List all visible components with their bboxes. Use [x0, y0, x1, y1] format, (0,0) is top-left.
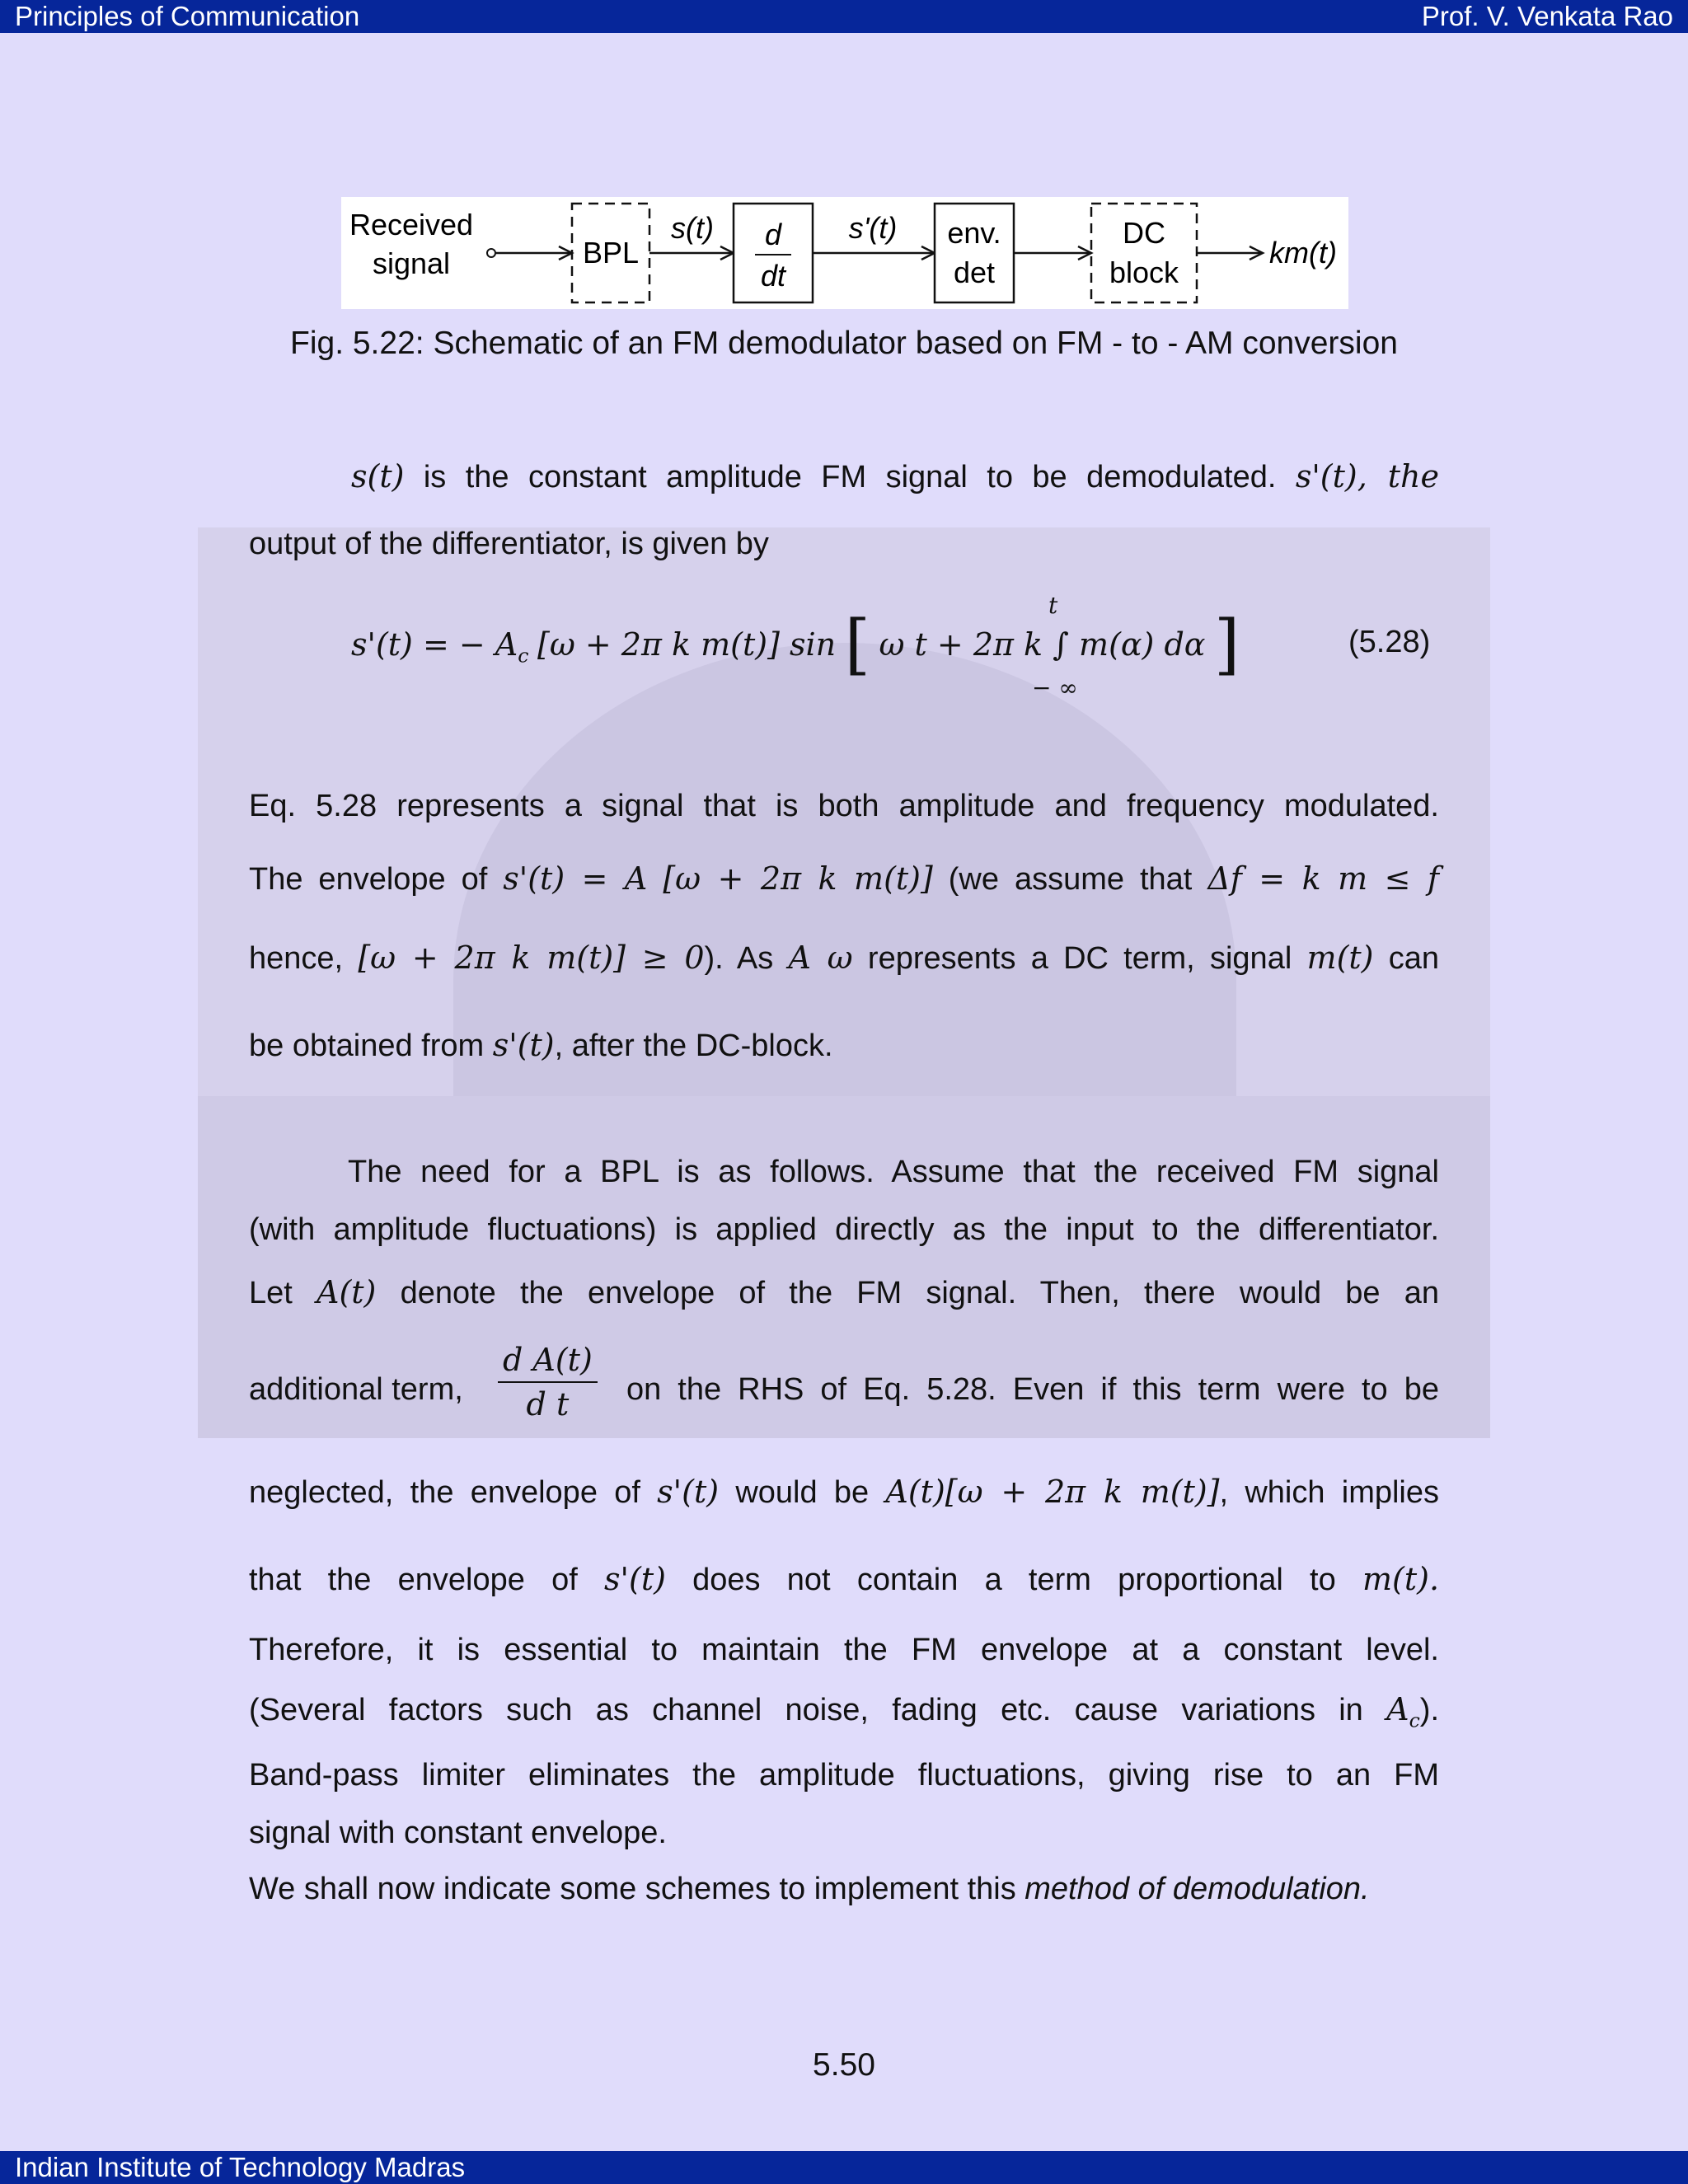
- math-envelope: s'(t) = A: [503, 860, 648, 897]
- para3-line11: [249, 1869, 1439, 1909]
- institution-name: Indian Institute of Technology Madras: [15, 2152, 466, 2182]
- para3-text-10: We shall now indicate some schemes to implement this: [249, 1872, 1016, 1906]
- para1-line1: [351, 457, 1439, 497]
- eq-argument: ω t + 2π k ∫ m(α) dα: [879, 626, 1206, 663]
- para2-text-5: represents a DC term, signal: [867, 941, 1292, 976]
- para2-line3: [249, 938, 1439, 978]
- footer-bar: [0, 2151, 1688, 2184]
- input-label-line1: Received: [349, 208, 474, 241]
- math-s-prime-t-3: s'(t): [657, 1474, 720, 1510]
- diff-numerator: d: [764, 218, 782, 251]
- page-number: 5.50: [813, 2047, 875, 2083]
- math-s-t: s(t): [351, 458, 405, 494]
- output-label: km(t): [1269, 236, 1337, 269]
- fraction-numerator: d A(t): [498, 1342, 598, 1383]
- course-title: Principles of Communication: [15, 1, 360, 31]
- para2-text-7: be obtained from: [249, 1029, 485, 1063]
- math-nonnegative: [ω + 2π k m(t)] ≥ 0: [358, 940, 705, 976]
- math-m-t-2: m(t).: [1362, 1561, 1440, 1597]
- math-a-c-t: A(t): [316, 1274, 377, 1310]
- para3-line3: [249, 1272, 1439, 1313]
- para3-line8: (Several factors such as channel noise, fading etc. cause variations in $A_c$).: [249, 1691, 1440, 1732]
- math-a-c: A: [1386, 1691, 1409, 1727]
- para3-line4-start: additional term,: [249, 1372, 463, 1407]
- math-dc-term: A ω: [788, 940, 853, 976]
- math-deviation: Δf = k m ≤ f: [1207, 860, 1439, 897]
- header-bar: [0, 0, 1688, 33]
- para2-line4: [249, 1025, 1439, 1066]
- bpl-label: BPL: [582, 236, 640, 269]
- input-terminal: [487, 249, 495, 257]
- figure-caption: Fig. 5.22: Schematic of an FM demodulator based on FM - to - AM conversion: [290, 326, 1398, 361]
- fraction-dA-dt: [498, 1342, 598, 1422]
- para3-text-7: does not contain a term proportional to: [692, 1563, 1336, 1597]
- math-m-t: m(t): [1306, 940, 1374, 976]
- author-name: Prof. V. Venkata Rao: [1421, 1, 1673, 31]
- para3-line4-end: on the RHS of Eq. 5.28. Even if this term were to be: [626, 1372, 1439, 1407]
- para2-text-6: can: [1388, 941, 1440, 976]
- para1-text-1: is the constant amplitude FM signal to be demodulated.: [423, 460, 1277, 494]
- para2-line2: [249, 859, 1439, 899]
- math-s-prime-t-2: s'(t): [492, 1027, 555, 1063]
- equation-5-28: s'(t) = − $A_c$ [ω + 2π k m(t)] sin [ ω t + 2π k ∫ m(α) dα ]: [351, 606, 1240, 682]
- signal-label-s-prime: s'(t): [848, 211, 898, 245]
- para2-text-2: (we assume that: [948, 862, 1193, 897]
- para3-text-9: ).: [1419, 1693, 1440, 1727]
- italic-method-text: method of demodulation.: [1025, 1872, 1370, 1906]
- para3-line9: Band-pass limiter eliminates the amplitude fluctuations, giving rise to an FM: [249, 1758, 1439, 1793]
- para2-text-4: ). As: [704, 941, 774, 976]
- diff-denominator: dt: [760, 259, 786, 293]
- para2-line1: Eq. 5.28 represents a signal that is both amplitude and frequency modulated.: [249, 789, 1439, 823]
- eq-integral-upper: t: [1048, 592, 1058, 619]
- math-s-prime-t-4: s'(t): [604, 1561, 666, 1597]
- para2-text-8: , after the DC-block.: [554, 1029, 833, 1063]
- para3-line6: [249, 1559, 1439, 1600]
- math-envelope-2: A(t)[ω + 2π k m(t)]: [885, 1474, 1220, 1510]
- env-label-line2: det: [953, 255, 996, 289]
- eq-lhs: s'(t) = − A: [351, 626, 518, 663]
- para3-text-6: that the envelope of: [249, 1563, 578, 1597]
- eq-integral-lower: − ∞: [1032, 674, 1078, 701]
- para2-text-1: The envelope of: [249, 862, 488, 897]
- input-label-line2: signal: [372, 246, 451, 280]
- math-s-prime-t: s'(t), the: [1295, 458, 1439, 494]
- equation-number: (5.28): [1348, 625, 1431, 659]
- para3-text-8: (Several factors such as channel noise, fading etc. cause variations in: [249, 1693, 1363, 1727]
- para3-text-3: neglected, the envelope of: [249, 1475, 640, 1510]
- para3-text-2: denote the envelope of the FM signal. Then, there would be an: [400, 1276, 1440, 1310]
- para3-text-4: would be: [735, 1475, 870, 1510]
- math-bracket-term: [ω + 2π k m(t)]: [663, 860, 933, 897]
- para2-text-3: hence,: [249, 941, 344, 976]
- para3-line2: (with amplitude fluctuations) is applied directly as the input to the differentiator.: [249, 1212, 1439, 1247]
- env-label-line1: env.: [947, 216, 1001, 250]
- dc-label-line1: DC: [1123, 216, 1165, 250]
- para1-line2: output of the differentiator, is given by: [249, 527, 769, 561]
- dc-label-line2: block: [1109, 255, 1179, 289]
- fm-demodulator-diagram: [341, 197, 1348, 309]
- eq-body: [ω + 2π k m(t)] sin: [537, 626, 837, 663]
- para3-text-5: , which implies: [1219, 1475, 1439, 1510]
- para3-line7: Therefore, it is essential to maintain the FM envelope at a constant level.: [249, 1633, 1439, 1667]
- signal-label-s-t: s(t): [671, 211, 714, 245]
- para3-text-1: Let: [249, 1276, 293, 1310]
- para3-line5: [249, 1472, 1439, 1512]
- fraction-denominator: d t: [526, 1386, 570, 1422]
- para3-line10: signal with constant envelope.: [249, 1816, 667, 1850]
- para3-line1: The need for a BPL is as follows. Assume that the received FM signal: [348, 1155, 1439, 1189]
